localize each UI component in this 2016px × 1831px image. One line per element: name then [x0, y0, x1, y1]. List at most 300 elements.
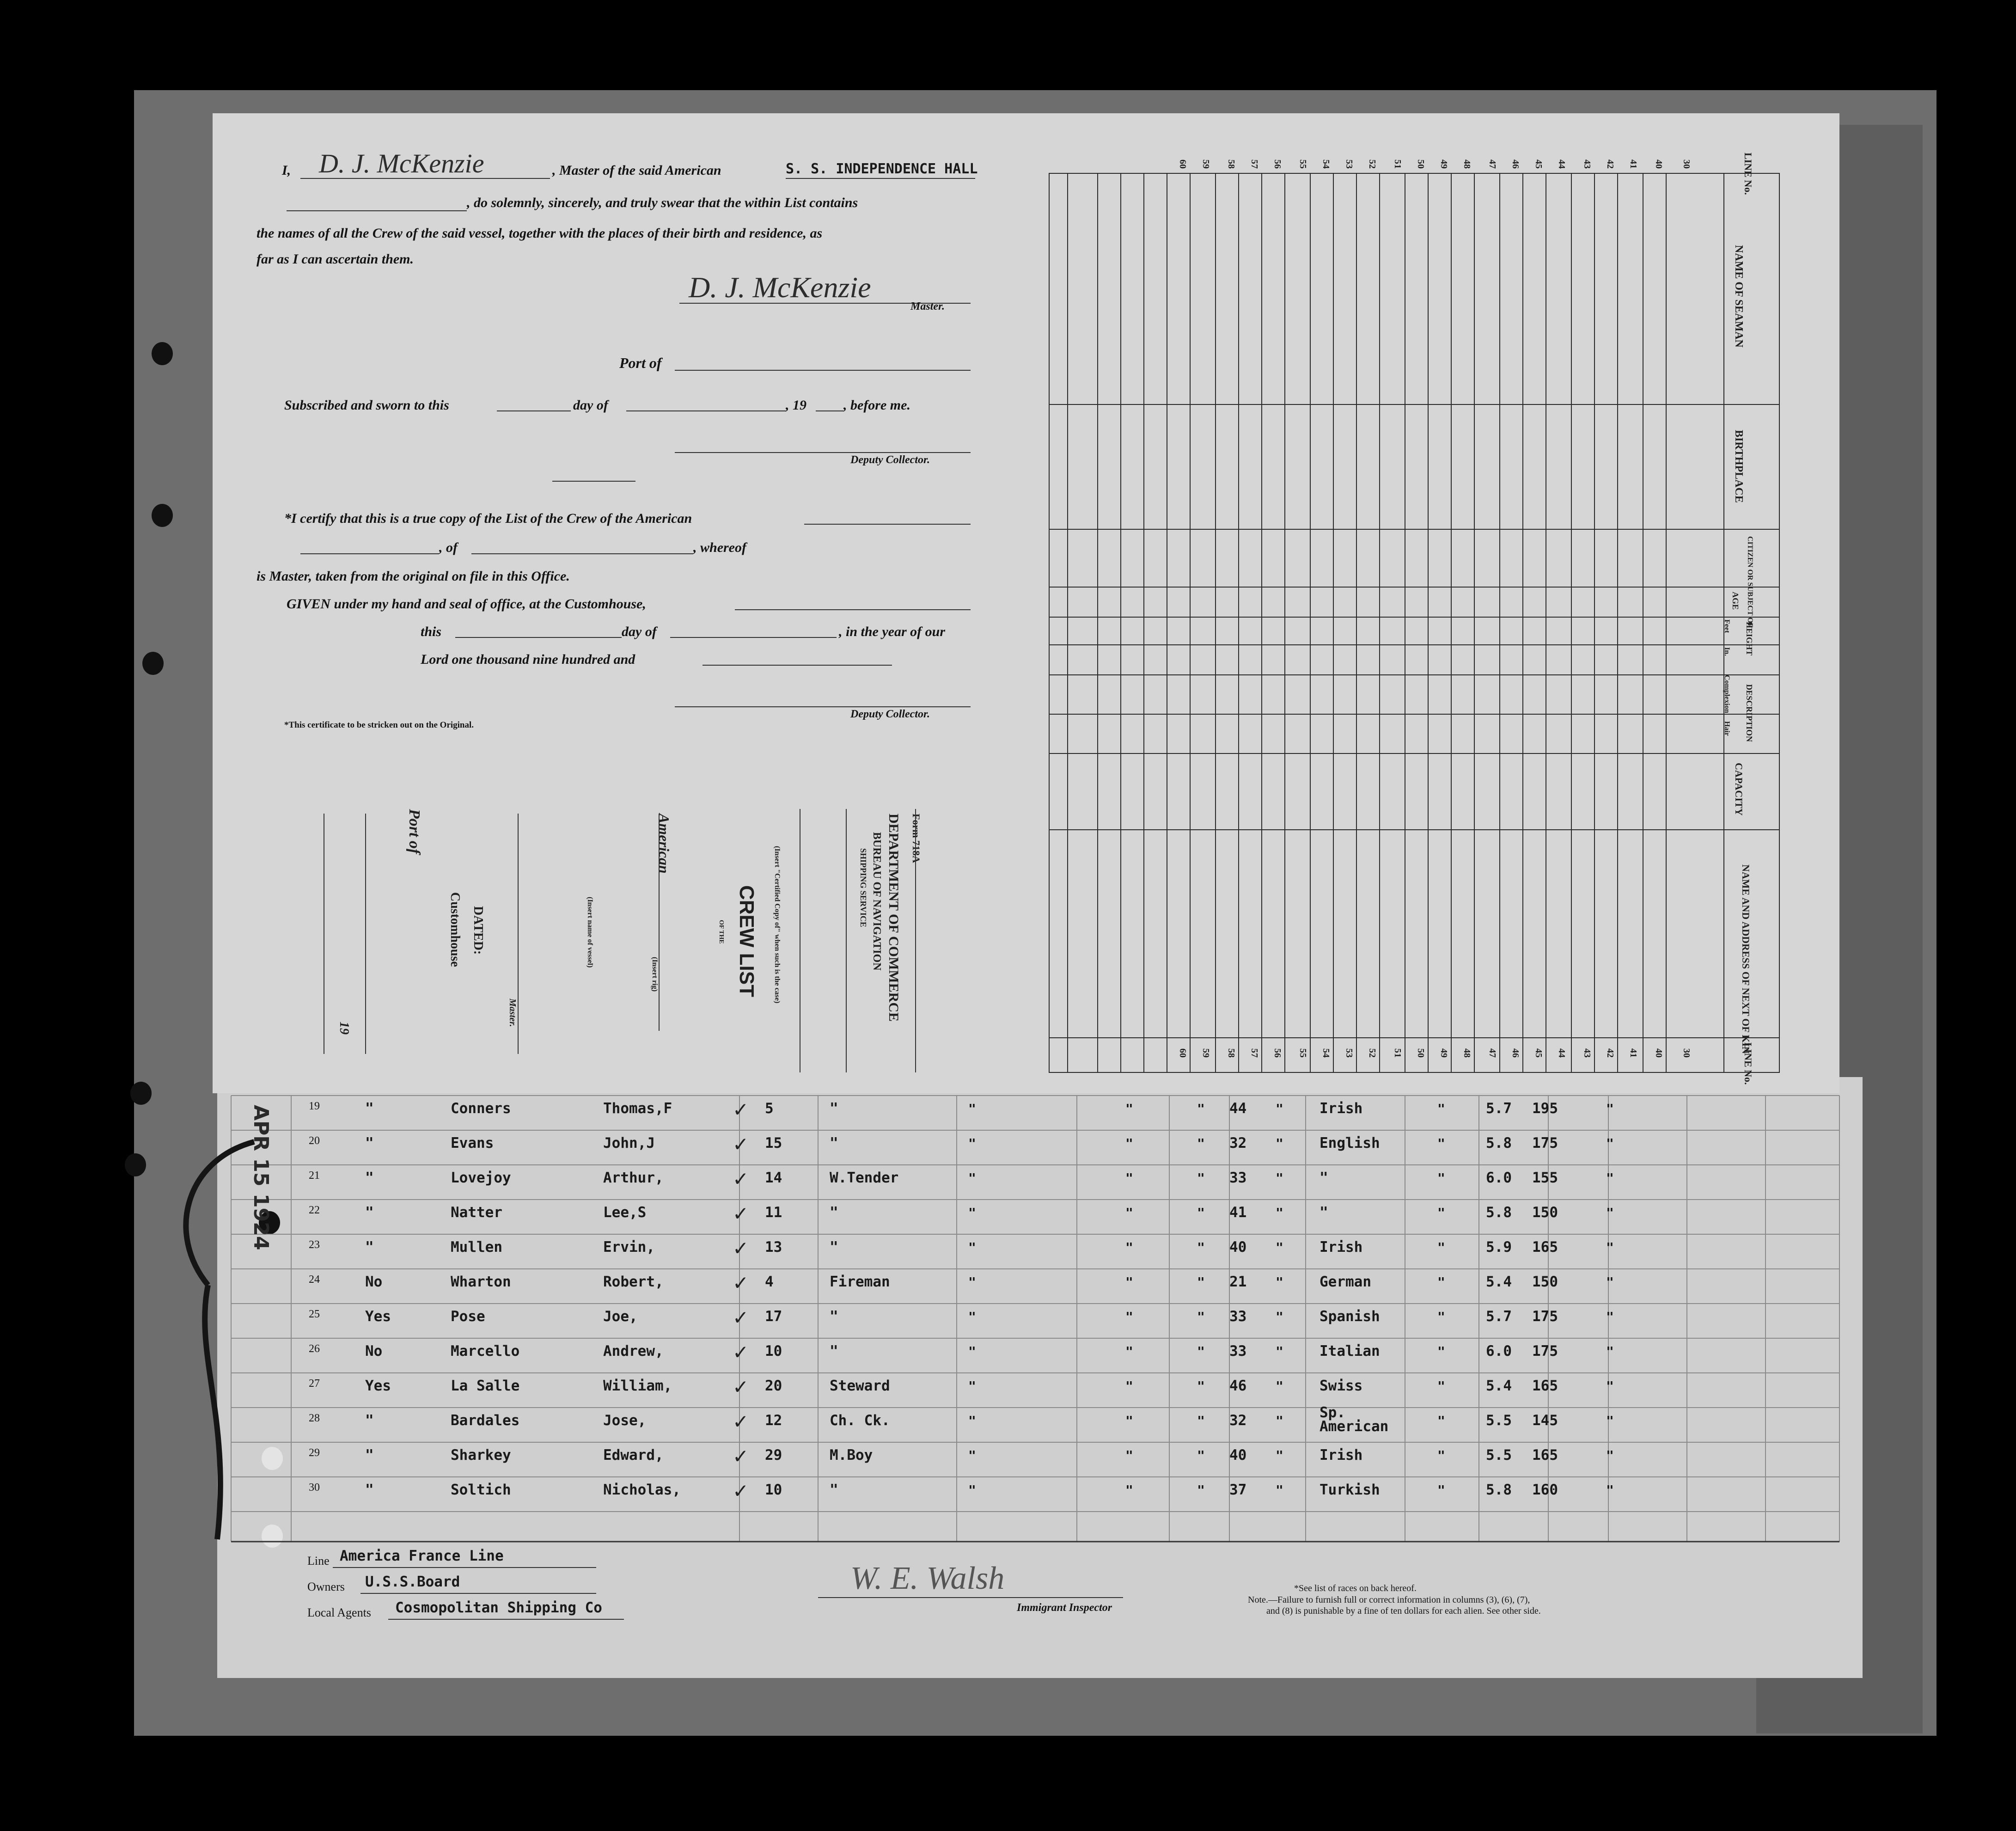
penalty-note-2: and (8) is punishable by a fine of ten dollars for each alien. See other side.	[1266, 1606, 1541, 1616]
ditto-mark: "	[1606, 1274, 1614, 1290]
cert-of: , of	[439, 540, 458, 555]
line-number: 58	[1226, 1048, 1236, 1058]
line-number: 53	[1344, 159, 1354, 169]
ditto-mark: "	[1606, 1378, 1614, 1394]
ditto-mark: "	[1437, 1448, 1445, 1463]
ditto-mark: "	[968, 1136, 976, 1151]
line-number: 58	[1226, 159, 1236, 169]
cell-col1: "	[365, 1482, 374, 1498]
ditto-mark: "	[1437, 1101, 1445, 1116]
line-number: 42	[1605, 159, 1615, 169]
cell-surname: Lovejoy	[451, 1170, 511, 1186]
ditto-mark: "	[1276, 1344, 1283, 1359]
ditto-mark: "	[1125, 1274, 1133, 1290]
line-number: 51	[1393, 1048, 1403, 1058]
line-number: 57	[1249, 1048, 1259, 1058]
cover-master: Master.	[507, 998, 518, 1027]
cell-surname: La Salle	[451, 1378, 520, 1394]
header-next-of-kin: NAME AND ADDRESS OF NEXT OF KIN	[1740, 864, 1752, 1054]
ditto-mark: "	[1276, 1136, 1283, 1151]
cell-surname: Conners	[451, 1100, 511, 1117]
cell-capacity: "	[830, 1343, 838, 1359]
ditto-mark: "	[1276, 1101, 1283, 1116]
line-number: 60	[1178, 159, 1188, 169]
cell-height: 6.0	[1486, 1170, 1512, 1186]
header-height: HEIGHT	[1745, 622, 1754, 656]
cell-weight: 145	[1532, 1412, 1558, 1429]
ditto-mark: "	[1197, 1413, 1205, 1428]
line-number: 56	[1272, 1048, 1283, 1058]
ditto-mark: "	[1197, 1136, 1205, 1151]
cell-weight: 175	[1532, 1308, 1558, 1325]
header-line-no: LINE No.	[1742, 153, 1754, 195]
line-number: 49	[1439, 1048, 1449, 1058]
ditto-mark: "	[1197, 1344, 1205, 1359]
cell-line: 21	[309, 1170, 320, 1182]
cell-capacity: Fireman	[830, 1274, 890, 1290]
line-number: 47	[1487, 1048, 1497, 1058]
cell-surname: Mullen	[451, 1239, 502, 1255]
cell-given: Nicholas,	[603, 1482, 681, 1498]
cell-line: 28	[309, 1412, 320, 1424]
cell-race: Irish	[1320, 1100, 1363, 1117]
cell-race: German	[1320, 1274, 1371, 1290]
ditto-mark: "	[1125, 1344, 1133, 1359]
line-number: 44	[1557, 159, 1567, 169]
ditto-mark: "	[1606, 1344, 1614, 1359]
cell-given: Thomas,F	[603, 1100, 672, 1117]
cell-height: 5.8	[1486, 1204, 1512, 1221]
cell-weight: 155	[1532, 1170, 1558, 1186]
cert-footnote: *This certificate to be stricken out on the Original.	[284, 720, 474, 730]
year-label: , 19	[786, 398, 806, 413]
ditto-mark: "	[1125, 1309, 1133, 1324]
line-number: 53	[1344, 1048, 1354, 1058]
cell-given: Jose,	[603, 1412, 647, 1429]
inspector-signature: W. E. Walsh	[850, 1561, 1005, 1596]
ditto-mark: "	[1276, 1448, 1283, 1463]
line-number: 43	[1582, 159, 1592, 169]
cell-no: 20	[765, 1378, 782, 1394]
master-label: Master.	[910, 300, 945, 312]
cert-line-1: *I certify that this is a true copy of the List of the Crew of the American	[284, 511, 692, 526]
cell-age: 40	[1229, 1447, 1247, 1464]
cell-surname: Marcello	[451, 1343, 520, 1359]
cell-given: Andrew,	[603, 1343, 664, 1359]
ditto-mark: "	[1276, 1170, 1283, 1186]
cell-age: 33	[1229, 1343, 1247, 1359]
cell-weight: 165	[1532, 1378, 1558, 1394]
cell-capacity: M.Boy	[830, 1447, 873, 1464]
cell-age: 32	[1229, 1135, 1247, 1151]
line-number: 47	[1487, 159, 1497, 169]
cell-age: 37	[1229, 1482, 1247, 1498]
cell-no: 13	[765, 1239, 782, 1255]
line-number: 41	[1628, 159, 1638, 169]
line-number: 46	[1510, 1048, 1521, 1058]
check-mark: ✓	[733, 1306, 749, 1329]
cell-capacity: "	[830, 1482, 838, 1498]
cell-race: Italian	[1320, 1343, 1380, 1359]
cell-surname: Wharton	[451, 1274, 511, 1290]
check-mark: ✓	[733, 1202, 749, 1225]
cell-age: 46	[1229, 1378, 1247, 1394]
line-number: 54	[1321, 1048, 1331, 1058]
check-mark: ✓	[733, 1168, 749, 1190]
cell-given: Lee,S	[603, 1204, 647, 1221]
cell-height: 5.7	[1486, 1308, 1512, 1325]
date-stamp: APR 15 1924	[249, 1105, 273, 1250]
ditto-mark: "	[1437, 1344, 1445, 1359]
cell-surname: Evans	[451, 1135, 494, 1151]
cell-line: 26	[309, 1343, 320, 1355]
cell-height: 5.5	[1486, 1447, 1512, 1464]
cell-col1: "	[365, 1239, 374, 1255]
service-title: SHIPPING SERVICE	[859, 848, 868, 927]
cell-line: 20	[309, 1135, 320, 1147]
ditto-mark: "	[1125, 1378, 1133, 1394]
line-number: 50	[1416, 1048, 1426, 1058]
customhouse-label: Customhouse	[448, 892, 462, 967]
check-mark: ✓	[733, 1410, 749, 1433]
check-mark: ✓	[733, 1341, 749, 1364]
cell-weight: 195	[1532, 1100, 1558, 1117]
ditto-mark: "	[1437, 1136, 1445, 1151]
crew-list-title: CREW LIST	[735, 885, 758, 997]
oath-line-3: the names of all the Crew of the said vessel, together with the places of their birth and residence, as	[257, 226, 823, 241]
ditto-mark: "	[1437, 1205, 1445, 1220]
cell-line: 24	[309, 1274, 320, 1286]
cell-no: 10	[765, 1482, 782, 1498]
line-label: Line	[307, 1554, 330, 1568]
ditto-mark: "	[1125, 1101, 1133, 1116]
line-number: 44	[1557, 1048, 1567, 1058]
ditto-mark: "	[1276, 1274, 1283, 1290]
cell-surname: Pose	[451, 1308, 485, 1325]
check-mark: ✓	[733, 1237, 749, 1260]
line-number: 52	[1367, 159, 1377, 169]
ditto-mark: "	[1606, 1170, 1614, 1186]
cell-weight: 165	[1532, 1239, 1558, 1255]
header-complexion: Complexion	[1723, 675, 1731, 713]
header-birthplace: BIRTHPLACE	[1733, 430, 1745, 503]
insert-note: (Insert "Certified Copy of" when such is the case)	[773, 846, 781, 1004]
line-number: 45	[1533, 159, 1544, 169]
owners-value: U.S.S.Board	[365, 1574, 460, 1590]
cell-given: Edward,	[603, 1447, 664, 1464]
ditto-mark: "	[1125, 1482, 1133, 1498]
cell-line: 25	[309, 1308, 320, 1320]
line-number: 55	[1298, 159, 1308, 169]
ditto-mark: "	[1197, 1240, 1205, 1255]
ditto-mark: "	[1125, 1413, 1133, 1428]
ditto-mark: "	[1197, 1309, 1205, 1324]
cell-race: Irish	[1320, 1447, 1363, 1464]
check-mark: ✓	[733, 1133, 749, 1156]
ditto-mark: "	[1125, 1170, 1133, 1186]
cell-weight: 165	[1532, 1447, 1558, 1464]
line-number: 52	[1367, 1048, 1377, 1058]
cert-line-4: GIVEN under my hand and seal of office, at the Customhouse,	[287, 596, 646, 612]
cell-height: 5.5	[1486, 1412, 1512, 1429]
ditto-mark: "	[1197, 1378, 1205, 1394]
cert-whereof: , whereof	[693, 540, 746, 555]
cell-race: Sp. American	[1320, 1404, 1389, 1435]
cell-no: 12	[765, 1412, 782, 1429]
line-number: 59	[1201, 159, 1211, 169]
header-description: DESCRIPTION	[1745, 684, 1754, 742]
cell-given: Joe,	[603, 1308, 638, 1325]
cell-surname: Sharkey	[451, 1447, 511, 1464]
ditto-mark: "	[1197, 1101, 1205, 1116]
cell-capacity: W.Tender	[830, 1170, 899, 1186]
ditto-mark: "	[1437, 1413, 1445, 1428]
line-number: 49	[1439, 159, 1449, 169]
before-me-label: , before me.	[843, 398, 910, 413]
check-mark: ✓	[733, 1445, 749, 1468]
ditto-mark: "	[1197, 1170, 1205, 1186]
cover-port-of: Port of	[406, 809, 423, 854]
line-number: 30	[1681, 159, 1692, 169]
bracket-mark	[157, 1133, 296, 1549]
header-age: AGE	[1731, 592, 1740, 610]
ditto-mark: "	[1437, 1274, 1445, 1290]
ditto-mark: "	[1606, 1205, 1614, 1220]
cell-age: 33	[1229, 1308, 1247, 1325]
american-label: American	[656, 814, 672, 874]
ditto-mark: "	[968, 1170, 976, 1186]
cell-given: Ervin,	[603, 1239, 655, 1255]
line-number: 45	[1533, 1048, 1544, 1058]
ditto-mark: "	[968, 1482, 976, 1498]
header-name: NAME OF SEAMAN	[1733, 245, 1745, 348]
ditto-mark: "	[968, 1309, 976, 1324]
ditto-mark: "	[1606, 1240, 1614, 1255]
header-citizen: CITIZEN OR SUBJECT OF	[1746, 536, 1754, 628]
cell-race: Turkish	[1320, 1482, 1380, 1498]
cell-height: 5.4	[1486, 1274, 1512, 1290]
ditto-mark: "	[1606, 1482, 1614, 1498]
ditto-mark: "	[1197, 1274, 1205, 1290]
line-number: 40	[1654, 159, 1664, 169]
line-number: 48	[1462, 159, 1472, 169]
cell-col1: "	[365, 1412, 374, 1429]
cert-deputy-collector: Deputy Collector.	[850, 708, 930, 720]
ditto-mark: "	[1437, 1170, 1445, 1186]
ditto-mark: "	[1437, 1378, 1445, 1394]
ditto-mark: "	[968, 1240, 976, 1255]
cell-no: 29	[765, 1447, 782, 1464]
cell-no: 15	[765, 1135, 782, 1151]
owners-label: Owners	[307, 1580, 345, 1593]
penalty-note: Note.—Failure to furnish full or correct information in columns (3), (6), (7),	[1248, 1595, 1530, 1605]
cell-capacity: Ch. Ck.	[830, 1412, 890, 1429]
cell-race: "	[1320, 1170, 1328, 1186]
cell-height: 6.0	[1486, 1343, 1512, 1359]
line-number: 54	[1321, 159, 1331, 169]
ditto-mark: "	[1125, 1240, 1133, 1255]
cell-col1: No	[365, 1343, 383, 1359]
cell-line: 19	[309, 1100, 320, 1112]
header-inches: In.	[1723, 647, 1731, 656]
header-capacity: CAPACITY	[1733, 763, 1745, 816]
deputy-collector-label: Deputy Collector.	[850, 454, 930, 466]
cell-surname: Soltich	[451, 1482, 511, 1498]
cell-age: 32	[1229, 1412, 1247, 1429]
check-mark: ✓	[733, 1098, 749, 1121]
master-signature: D. J. McKenzie	[689, 271, 871, 304]
bureau-title: BUREAU OF NAVIGATION	[871, 832, 883, 971]
of-the: OF THE	[718, 920, 725, 944]
cell-age: 33	[1229, 1170, 1247, 1186]
check-mark: ✓	[733, 1376, 749, 1398]
check-mark: ✓	[733, 1480, 749, 1502]
cell-no: 5	[765, 1100, 774, 1117]
ditto-mark: "	[1276, 1309, 1283, 1324]
cell-race: Swiss	[1320, 1378, 1363, 1394]
cell-capacity: Steward	[830, 1378, 890, 1394]
ditto-mark: "	[968, 1101, 976, 1116]
port-of-label: Port of	[619, 355, 662, 371]
line-number: 55	[1298, 1048, 1308, 1058]
ditto-mark: "	[1276, 1205, 1283, 1220]
ditto-mark: "	[968, 1205, 976, 1220]
cell-line: 23	[309, 1239, 320, 1251]
cell-height: 5.8	[1486, 1482, 1512, 1498]
cell-surname: Natter	[451, 1204, 502, 1221]
ditto-mark: "	[1125, 1136, 1133, 1151]
oath-line-1: , Master of the said American	[552, 163, 721, 178]
cell-capacity: "	[830, 1308, 838, 1325]
ditto-mark: "	[1606, 1413, 1614, 1428]
ditto-mark: "	[1197, 1448, 1205, 1463]
agents-value: Cosmopolitan Shipping Co	[395, 1599, 602, 1616]
cert-in-year: , in the year of our	[839, 624, 946, 639]
ditto-mark: "	[1606, 1136, 1614, 1151]
binder-hole	[152, 342, 173, 365]
cell-race: Irish	[1320, 1239, 1363, 1255]
insert-rig: (Insert rig)	[651, 957, 659, 992]
line-number: 59	[1201, 1048, 1211, 1058]
line-number: 48	[1462, 1048, 1472, 1058]
line-number: 30	[1681, 1048, 1692, 1058]
cell-line: 30	[309, 1482, 320, 1494]
binder-hole	[152, 504, 173, 527]
ditto-mark: "	[1276, 1413, 1283, 1428]
cell-height: 5.4	[1486, 1378, 1512, 1394]
oath-line-2: , do solemnly, sincerely, and truly swear that the within List contains	[467, 195, 858, 210]
ditto-mark: "	[1437, 1240, 1445, 1255]
cell-capacity: "	[830, 1135, 838, 1151]
header-line-no-bottom: LINE No.	[1742, 1042, 1754, 1085]
cell-no: 4	[765, 1274, 774, 1290]
ditto-mark: "	[1276, 1378, 1283, 1394]
line-number: 43	[1582, 1048, 1592, 1058]
ditto-mark: "	[968, 1344, 976, 1359]
header-hair: Hair	[1723, 721, 1731, 736]
cell-weight: 175	[1532, 1135, 1558, 1151]
cell-capacity: "	[830, 1100, 838, 1117]
master-name-handwritten: D. J. McKenzie	[319, 148, 484, 178]
cert-this: this	[421, 624, 442, 639]
cell-age: 44	[1229, 1100, 1247, 1117]
cell-no: 11	[765, 1204, 782, 1221]
ditto-mark: "	[1606, 1309, 1614, 1324]
ditto-mark: "	[968, 1413, 976, 1428]
cell-col1: "	[365, 1204, 374, 1221]
cell-age: 40	[1229, 1239, 1247, 1255]
cell-no: 10	[765, 1343, 782, 1359]
ditto-mark: "	[1125, 1205, 1133, 1220]
cell-given: William,	[603, 1378, 672, 1394]
cell-col1: "	[365, 1170, 374, 1186]
ditto-mark: "	[1437, 1309, 1445, 1324]
agents-label: Local Agents	[307, 1606, 371, 1619]
form-number: Form 718A	[910, 814, 922, 863]
ditto-mark: "	[1197, 1482, 1205, 1498]
cell-height: 5.9	[1486, 1239, 1512, 1255]
line-number: 57	[1249, 159, 1259, 169]
cell-weight: 175	[1532, 1343, 1558, 1359]
check-mark: ✓	[733, 1272, 749, 1294]
ditto-mark: "	[1606, 1448, 1614, 1463]
cell-height: 5.8	[1486, 1135, 1512, 1151]
ditto-mark: "	[1276, 1240, 1283, 1255]
cell-col1: "	[365, 1135, 374, 1151]
cell-surname: Bardales	[451, 1412, 520, 1429]
cell-race: English	[1320, 1135, 1380, 1151]
cell-age: 21	[1229, 1274, 1247, 1290]
ditto-mark: "	[1606, 1101, 1614, 1116]
vessel-name: S. S. INDEPENDENCE HALL	[786, 161, 978, 177]
oath-i: I,	[282, 163, 291, 178]
cell-race: "	[1320, 1204, 1328, 1221]
cell-line: 22	[309, 1204, 320, 1216]
binder-hole	[130, 1082, 152, 1105]
cell-given: Robert,	[603, 1274, 664, 1290]
day-of-label: day of	[573, 398, 608, 413]
cell-race: Spanish	[1320, 1308, 1380, 1325]
dept-title: DEPARTMENT OF COMMERCE	[886, 814, 901, 1022]
line-number: 42	[1605, 1048, 1615, 1058]
ditto-mark: "	[1197, 1205, 1205, 1220]
cell-line: 29	[309, 1447, 320, 1459]
cell-capacity: "	[830, 1239, 838, 1255]
line-number: 51	[1393, 159, 1403, 169]
ditto-mark: "	[968, 1448, 976, 1463]
cell-no: 14	[765, 1170, 782, 1186]
line-number: 60	[1178, 1048, 1188, 1058]
cert-day-of: day of	[622, 624, 657, 639]
line-number: 46	[1510, 159, 1521, 169]
cell-col1: "	[365, 1447, 374, 1464]
oath-line-4: far as I can ascertain them.	[257, 251, 414, 267]
cell-weight: 150	[1532, 1204, 1558, 1221]
cell-line: 27	[309, 1378, 320, 1390]
cert-line-3: is Master, taken from the original on file in this Office.	[257, 569, 570, 584]
binder-hole	[125, 1153, 146, 1176]
ditto-mark: "	[1125, 1448, 1133, 1463]
cell-height: 5.7	[1486, 1100, 1512, 1117]
cell-col1: Yes	[365, 1378, 391, 1394]
races-note: *See list of races on back hereof.	[1294, 1583, 1417, 1593]
binder-hole	[142, 652, 164, 675]
cell-weight: 150	[1532, 1274, 1558, 1290]
ditto-mark: "	[1276, 1482, 1283, 1498]
cell-capacity: "	[830, 1204, 838, 1221]
line-number: 56	[1272, 159, 1283, 169]
insert-name: (Insert name of vessel)	[586, 897, 594, 968]
